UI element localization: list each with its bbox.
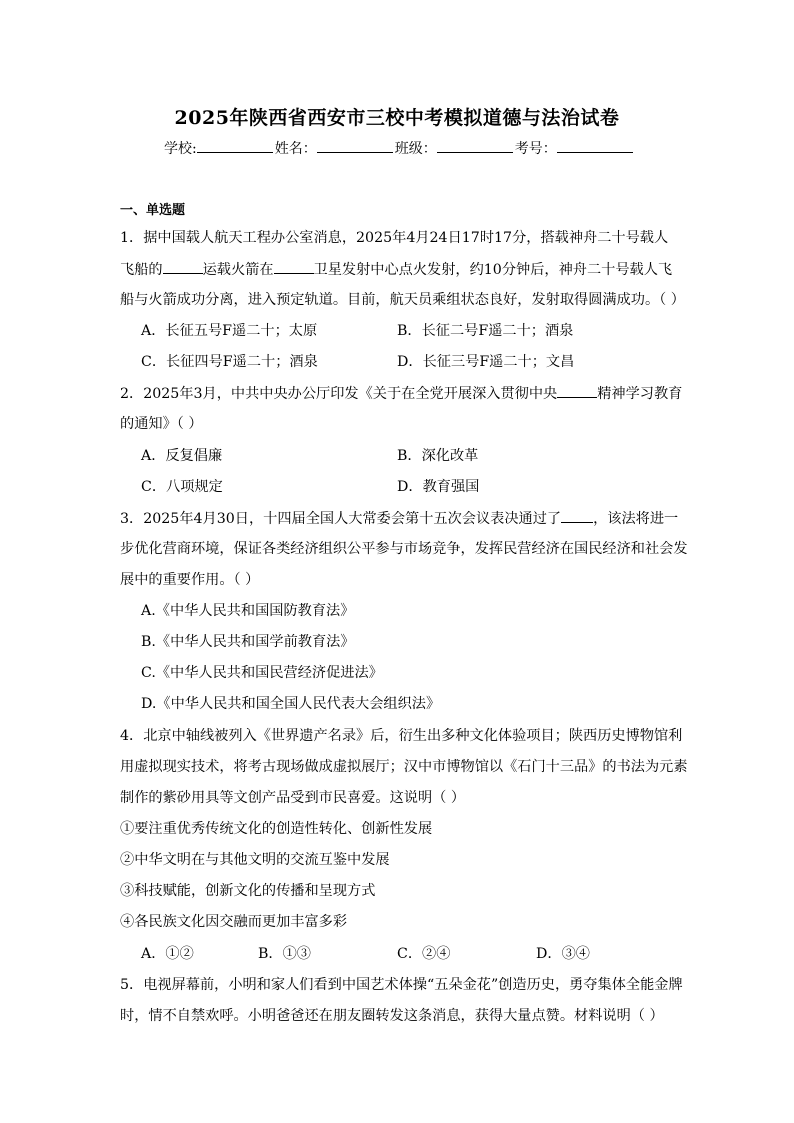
q3-blank <box>561 508 593 523</box>
q4-option-a[interactable]: A．①② <box>141 946 194 962</box>
q4-option-b[interactable]: B．①③ <box>258 946 311 962</box>
q1-line-1: 1．据中国载人航天工程办公室消息，2025年4月24日17时17分，搭载神舟二十号载人 <box>120 230 669 246</box>
q1-option-d[interactable]: D．长征三号F遥二十；文昌 <box>397 354 575 370</box>
q3-option-c[interactable]: C.《中华人民共和国民营经济促进法》 <box>141 665 383 681</box>
q1-option-c[interactable]: C．长征四号F遥二十；酒泉 <box>141 354 318 370</box>
q2-option-c[interactable]: C．八项规定 <box>141 479 223 495</box>
name-label: 姓名： <box>274 141 317 157</box>
q4-line-3: 制作的紫砂用具等文创产品受到市民喜爱。这说明（ ） <box>120 790 466 806</box>
school-label: 学校: <box>164 141 197 157</box>
q1-option-b[interactable]: B．长征二号F遥二十；酒泉 <box>397 323 574 339</box>
name-blank[interactable] <box>317 138 393 153</box>
q3-text-a: 3．2025年4月30日，十四届全国人大常委会第十五次会议表决通过了 <box>120 511 562 527</box>
q4-statement-1: ①要注重优秀传统文化的创造性转化、创新性发展 <box>120 821 433 837</box>
q2-blank <box>557 383 597 398</box>
q4-option-c[interactable]: C．②④ <box>397 946 451 962</box>
q2-option-d[interactable]: D．教育强国 <box>397 479 480 495</box>
section-heading: 一、单选题 <box>120 203 186 218</box>
q1-line-3: 船与火箭成功分离，进入预定轨道。目前，航天员乘组状态良好，发射取得圆满成功。（ ） <box>120 292 685 308</box>
q1-line-2 <box>120 259 680 280</box>
q2-option-a[interactable]: A．反复倡廉 <box>141 448 223 464</box>
q1-blank-2 <box>274 259 314 274</box>
q3-option-b[interactable]: B.《中华人民共和国学前教育法》 <box>141 634 355 650</box>
student-info-line <box>164 138 635 159</box>
q4-statement-4: ④各民族文化因交融而更加丰富多彩 <box>120 914 348 930</box>
q2-line-2: 的通知》（ ） <box>120 416 203 432</box>
q5-line-1: 5．电视屏幕前，小明和家人们看到中国艺术体操“五朵金花”创造历史，勇夺集体全能金牌 <box>120 977 683 993</box>
q4-option-d[interactable]: D．③④ <box>536 946 590 962</box>
q3-option-a[interactable]: A.《中华人民共和国国防教育法》 <box>141 603 355 619</box>
q2-text-b: 精神学习教育 <box>597 386 683 402</box>
q3-line-3: 展中的重要作用。（ ） <box>120 572 260 588</box>
q3-line-1 <box>120 508 680 529</box>
school-blank[interactable] <box>197 138 273 153</box>
q4-line-1: 4．北京中轴线被列入《世界遗产名录》后，衍生出多种文化体验项目；陕西历史博物馆利 <box>120 728 683 744</box>
page-title: 2025年陕西省西安市三校中考模拟道德与法治试卷 <box>174 107 620 129</box>
q2-option-b[interactable]: B．深化改革 <box>397 448 479 464</box>
q3-line-2: 步优化营商环境，保证各类经济组织公平参与市场竞争，发挥民营经济在国民经济和社会发 <box>120 541 688 557</box>
q5-line-2: 时，情不自禁欢呼。小明爸爸还在朋友圈转发这条消息，获得大量点赞。材料说明（ ） <box>120 1008 664 1024</box>
q4-statement-3: ③科技赋能，创新文化的传播和呈现方式 <box>120 883 376 899</box>
q1-text-c: 卫星发射中心点火发射，约10分钟后，神舟二十号载人飞 <box>313 262 673 278</box>
number-label: 考号： <box>514 141 557 157</box>
q1-text-b: 运载火箭在 <box>202 262 274 278</box>
q1-blank-1 <box>163 259 203 274</box>
q2-text-a: 2．2025年3月，中共中央办公厅印发《关于在全党开展深入贯彻中央 <box>120 386 558 402</box>
q1-text-a: 飞船的 <box>120 262 163 278</box>
q4-line-2: 用虚拟现实技术，将考古现场做成虚拟展厅；汉中市博物馆以《石门十三品》的书法为元素 <box>120 759 688 775</box>
q3-option-d[interactable]: D.《中华人民共和国全国人民代表大会组织法》 <box>141 696 441 712</box>
class-label: 班级： <box>394 141 437 157</box>
q1-option-a[interactable]: A．长征五号F遥二十；太原 <box>141 323 318 339</box>
q3-text-b: ，该法将进一 <box>593 511 679 527</box>
q2-line-1 <box>120 383 683 404</box>
q4-statement-2: ②中华文明在与其他文明的交流互鉴中发展 <box>120 852 390 868</box>
number-blank[interactable] <box>557 138 633 153</box>
class-blank[interactable] <box>437 138 513 153</box>
